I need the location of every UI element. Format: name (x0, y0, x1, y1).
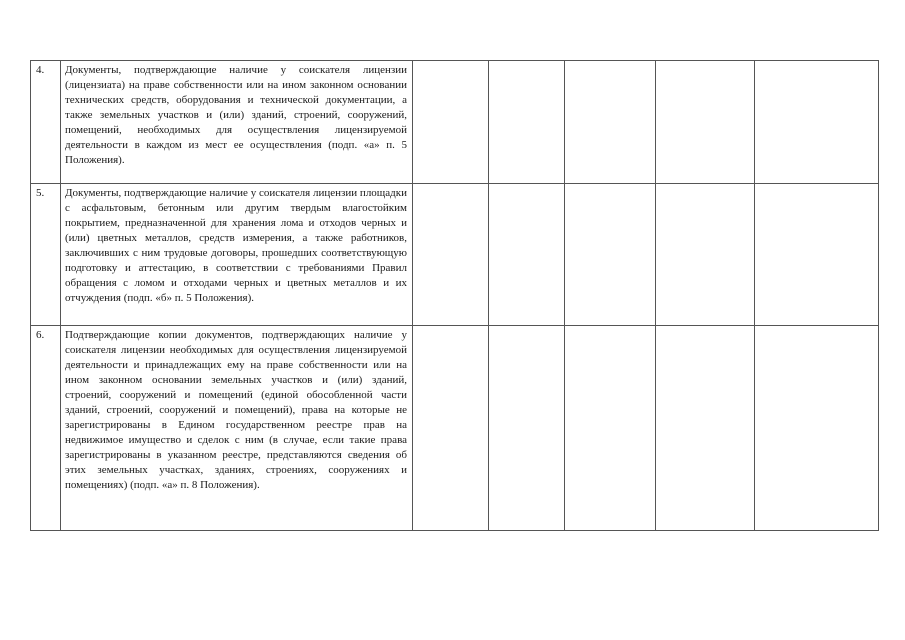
empty-cell (565, 184, 656, 326)
empty-cell (489, 326, 565, 531)
table-row (31, 61, 879, 184)
table-row (31, 184, 879, 326)
empty-cell (565, 326, 656, 531)
empty-cell (413, 61, 489, 184)
empty-cell (755, 326, 879, 531)
empty-cell (755, 184, 879, 326)
requirements-table (30, 60, 879, 531)
empty-cell (755, 61, 879, 184)
empty-cell (656, 61, 755, 184)
empty-cell (656, 184, 755, 326)
row-description: Документы, подтверждающие наличие у соискателя лицензии (лицензиата) на праве собственности или на ином законном основании технических средств, оборудования и технической документации, а также земельных участков и (или) зданий, строений, сооружений, помещений, необходимых для осуществления лицензируемой деятельности в каждом из мест ее осуществления (подп. «а» п. 5 Положения). (61, 61, 413, 184)
row-number: 6. (31, 326, 61, 531)
empty-cell (413, 184, 489, 326)
empty-cell (413, 326, 489, 531)
empty-cell (565, 61, 656, 184)
row-description: Подтверждающие копии документов, подтверждающих наличие у соискателя лицензии необходимых для осуществления лицензируемой деятельности и принадлежащих ему на праве собственности или на ином законном основании земельных участков и (или) зданий, строений, сооружений и помещений (единой обособленной части зданий, строений, сооружений и помещений), права на которые не зарегистрированы в Едином государственном реестре прав на недвижимое имущество и сделок с ним (в случае, если такие права зарегистрированы в указанном реестре, представляются сведения об этих земельных участках, зданиях, строениях, сооружениях и помещениях) (подп. «а» п. 8 Положения). (61, 326, 413, 531)
empty-cell (489, 61, 565, 184)
empty-cell (489, 184, 565, 326)
empty-cell (656, 326, 755, 531)
row-description: Документы, подтверждающие наличие у соискателя лицензии площадки с асфальтовым, бетонным или другим твердым влагостойким покрытием, предназначенной для хранения лома и отходов черных и (или) цветных металлов, средств измерения, а также работников, заключивших с ним трудовые договоры, прошедших соответствующую подготовку и аттестацию, в соответствии с требованиями Правил обращения с ломом и отходами черных и цветных металлов и их отчуждения (подп. «б» п. 5 Положения). (61, 184, 413, 326)
row-number: 4. (31, 61, 61, 184)
table-row (31, 326, 879, 531)
row-number: 5. (31, 184, 61, 326)
